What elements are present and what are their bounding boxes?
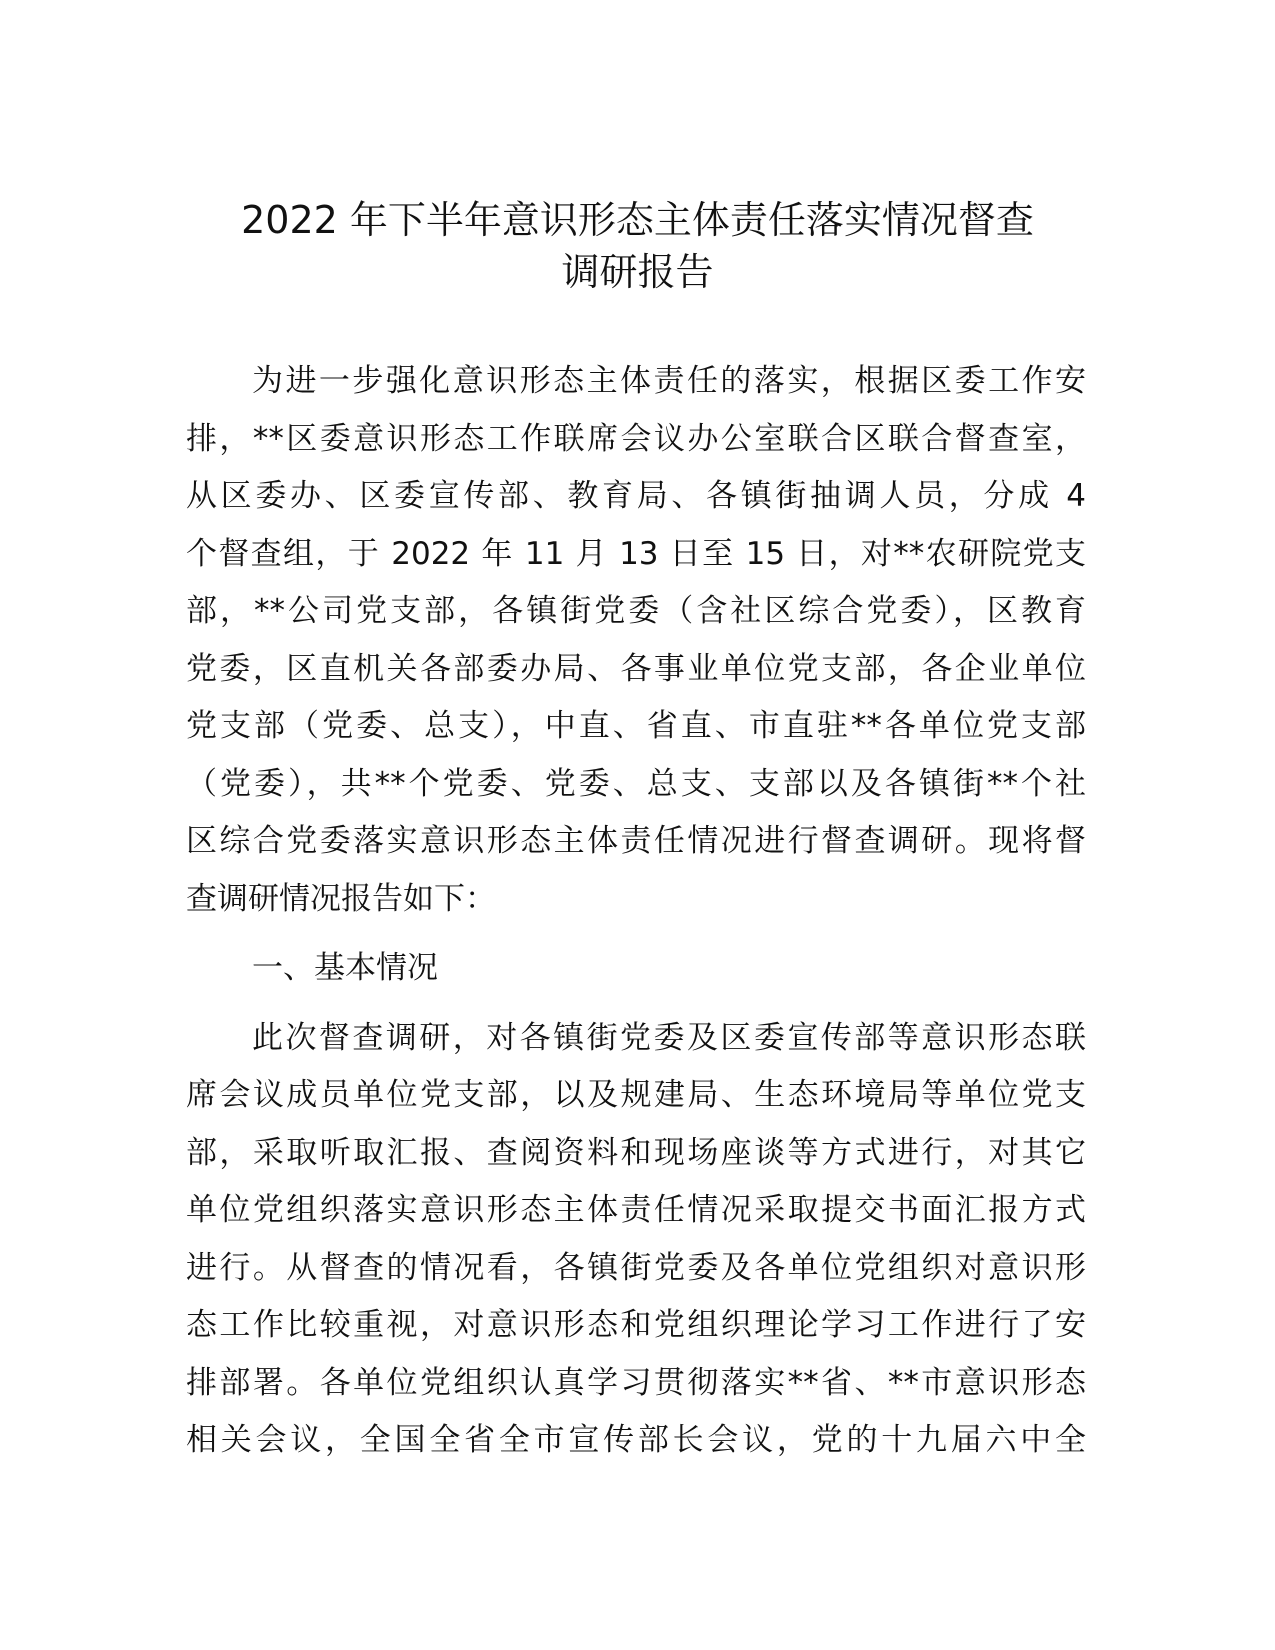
title-line-1: 2022 年下半年意识形态主体责任落实情况督查 [241, 198, 1034, 242]
document-body [186, 353, 1086, 1470]
section-heading-basic-situation: 一、基本情况 [252, 950, 438, 986]
paragraph-line: 部，采取听取汇报、查阅资料和现场座谈等方式进行，对其它 [186, 1134, 1086, 1171]
title-line-2: 调研报告 [561, 250, 714, 294]
paragraph-line: 态工作比较重视，对意识形态和党组织理论学习工作进行了安 [186, 1307, 1086, 1343]
paragraph-line: （党委），共**个党委、党委、总支、支部以及各镇街**个社 [186, 765, 1086, 802]
paragraph-line: 区综合党委落实意识形态主体责任情况进行督查调研。现将督 [186, 823, 1086, 859]
document-title [150, 194, 1125, 298]
paragraph-line: 党支部（党委、总支），中直、省直、市直驻**各单位党支部 [186, 708, 1086, 744]
paragraph-basic-situation [186, 1010, 1086, 1470]
paragraph-line: 单位党组织落实意识形态主体责任情况采取提交书面汇报方式 [186, 1192, 1086, 1228]
paragraph-line: 部，**公司党支部，各镇街党委（含社区综合党委），区教育 [186, 593, 1086, 629]
paragraph-line: 个督查组，于 2022 年 11 月 13 日至 15 日，对**农研院党支 [186, 535, 1086, 572]
paragraph-line: 此次督查调研，对各镇街党委及区委宣传部等意识形态联 [252, 1019, 1086, 1056]
paragraph-line: 为进一步强化意识形态主体责任的落实，根据区委工作安 [252, 363, 1086, 399]
paragraph-line: 查调研情况报告如下： [186, 880, 496, 917]
paragraph-line: 党委，区直机关各部委办局、各事业单位党支部，各企业单位 [186, 650, 1086, 687]
paragraph-line: 排部署。各单位党组织认真学习贯彻落实**省、**市意识形态 [186, 1364, 1086, 1401]
paragraph-line: 进行。从督查的情况看，各镇街党委及各单位党组织对意识形 [186, 1249, 1086, 1286]
paragraph-line: 相关会议，全国全省全市宣传部长会议，党的十九届六中全 [186, 1422, 1086, 1458]
paragraph-intro [186, 353, 1086, 928]
paragraph-line: 从区委办、区委宣传部、教育局、各镇街抽调人员，分成 4 [186, 478, 1086, 514]
paragraph-line: 排，**区委意识形态工作联席会议办公室联合区联合督查室， [186, 420, 1086, 457]
paragraph-line: 席会议成员单位党支部，以及规建局、生态环境局等单位党支 [186, 1077, 1086, 1113]
